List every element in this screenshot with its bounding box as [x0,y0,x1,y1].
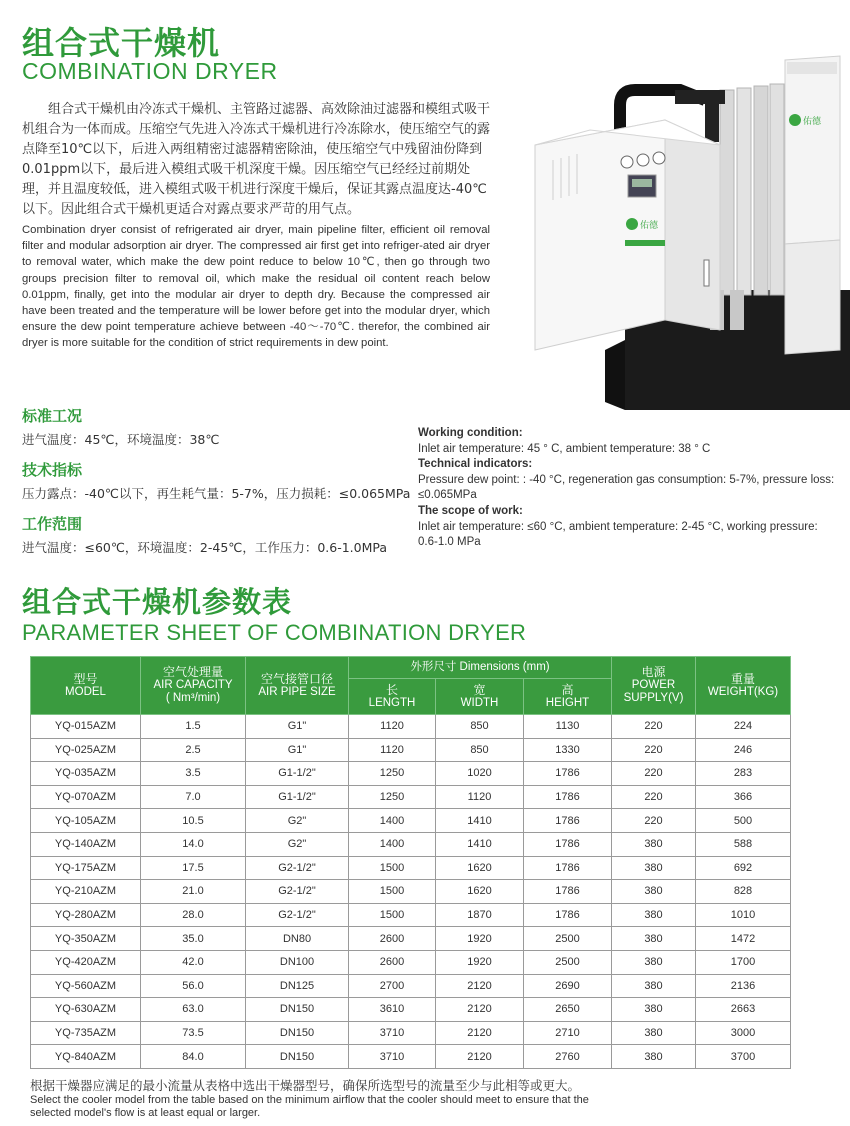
table-row [31,998,791,1022]
parameter-table [30,656,791,1069]
header-height-cn: 高 [561,682,574,697]
page-title-cn: 组合式干燥机 [22,24,221,62]
cell-pipe-size: G1" [246,738,349,762]
cell-power: 380 [612,998,696,1022]
technical-indicators-heading-cn: 技术指标 [22,461,83,479]
cell-width: 850 [436,738,524,762]
cell-height: 2760 [524,1045,612,1069]
header-power [612,657,696,715]
cell-width: 1620 [436,880,524,904]
cell-air-capacity: 56.0 [141,974,246,998]
cell-height: 1786 [524,809,612,833]
cell-pipe-size: G1-1/2" [246,785,349,809]
scope-text-en: Inlet air temperature: ≤60 °C, ambient temperature: 2-45 °C, working pressure: 0.6-1.0 MPa [418,520,818,549]
cell-height: 1786 [524,762,612,786]
cell-power: 220 [612,738,696,762]
cell-length: 1250 [349,785,436,809]
cell-model: YQ-070AZM [31,785,141,809]
cell-width: 1410 [436,809,524,833]
header-height [524,679,612,715]
cell-weight: 1472 [696,927,791,951]
footer-note-en: Select the cooler model from the table based on the minimum airflow that the cooler should meet to ensure that the selected model's flow is at least equal or larger. [30,1094,589,1119]
intro-paragraph-en: Combination dryer consist of refrigerated air dryer, main pipeline filter, efficient oil removal filter and modular adsorption air dryer. The compressed air first get into refriger-ated air dryer to removal water, which make the dew point reduce to below 10℃, then go through two groups precision filter to removal oil, which make the residual oil content reach below 0.01ppm, finally, get into the modular air dryer to depth dry. Because the compressed air have been treated and the temperature will be lower before get into the modular dryer, which ensure the dew point temperature achieve between -40～-70℃. therefor, the combined air dryer is more suitable for the condition of strict requirements in dew point. [22,224,490,350]
cell-weight: 1700 [696,950,791,974]
cell-model: YQ-210AZM [31,880,141,904]
cell-model: YQ-025AZM [31,738,141,762]
cell-power: 380 [612,950,696,974]
cell-air-capacity: 73.5 [141,1021,246,1045]
cell-weight: 224 [696,715,791,739]
cell-length: 1500 [349,856,436,880]
technical-indicators-text-en: Pressure dew point: : -40 °C, regeneration gas consumption: 5-7%, pressure loss: ≤0.065MPa [418,473,835,502]
cell-length: 2700 [349,974,436,998]
working-condition-heading-en: Working condition: [418,427,523,439]
cell-weight: 3700 [696,1045,791,1069]
header-dimensions: 外形尺寸 Dimensions (mm) [349,657,612,679]
cell-width: 2120 [436,998,524,1022]
cell-model: YQ-105AZM [31,809,141,833]
cell-pipe-size: DN150 [246,998,349,1022]
cell-length: 1120 [349,738,436,762]
conditions-en [418,426,838,551]
cell-power: 380 [612,974,696,998]
header-length-cn: 长 [385,682,398,697]
cell-weight: 2136 [696,974,791,998]
cell-length: 3610 [349,998,436,1022]
table-row [31,1045,791,1069]
cell-weight: 692 [696,856,791,880]
cell-model: YQ-840AZM [31,1045,141,1069]
cell-pipe-size: DN150 [246,1021,349,1045]
cell-height: 2690 [524,974,612,998]
cell-model: YQ-735AZM [31,1021,141,1045]
cell-air-capacity: 84.0 [141,1045,246,1069]
table-row [31,762,791,786]
cell-weight: 246 [696,738,791,762]
cell-air-capacity: 1.5 [141,715,246,739]
table-row [31,974,791,998]
header-length [349,679,436,715]
cell-weight: 2663 [696,998,791,1022]
table-row [31,903,791,927]
cell-width: 1920 [436,950,524,974]
table-row [31,738,791,762]
brand-label-top: 佑德 [803,117,822,127]
cell-pipe-size: DN100 [246,950,349,974]
cell-power: 220 [612,715,696,739]
cell-air-capacity: 63.0 [141,998,246,1022]
cell-model: YQ-350AZM [31,927,141,951]
cell-length: 1250 [349,762,436,786]
cell-height: 1786 [524,785,612,809]
cell-pipe-size: G2-1/2" [246,856,349,880]
cell-length: 1400 [349,832,436,856]
header-pipe-size-en: AIR PIPE SIZE [258,685,336,698]
parameter-sheet-title-cn: 组合式干燥机参数表 [22,585,293,619]
cell-power: 380 [612,903,696,927]
header-weight [696,657,791,715]
cell-model: YQ-175AZM [31,856,141,880]
cell-air-capacity: 10.5 [141,809,246,833]
parameter-sheet-title-en: PARAMETER SHEET OF COMBINATION DRYER [22,620,527,645]
header-length-en: LENGTH [368,696,416,709]
header-weight-cn: 重量 [730,671,755,686]
parameter-table-body [31,715,791,1069]
cell-power: 380 [612,856,696,880]
cell-length: 1120 [349,715,436,739]
table-row [31,927,791,951]
cell-model: YQ-140AZM [31,832,141,856]
cell-power: 220 [612,785,696,809]
conditions-cn [22,405,412,567]
cell-width: 1920 [436,927,524,951]
footer-note-cn: 根据干燥器应满足的最小流量从表格中选出干燥器型号，确保所选型号的流量至少与此相等或更大。 [30,1078,581,1093]
cell-model: YQ-420AZM [31,950,141,974]
cell-width: 1120 [436,785,524,809]
technical-indicators-heading-en: Technical indicators: [418,458,533,471]
header-pipe-size [246,657,349,715]
cell-air-capacity: 7.0 [141,785,246,809]
cell-power: 220 [612,762,696,786]
cell-model: YQ-630AZM [31,998,141,1022]
cell-pipe-size: G2" [246,809,349,833]
header-width-en: WIDTH [460,696,499,709]
cell-power: 220 [612,809,696,833]
intro-paragraph-cn: 组合式干燥机由冷冻式干燥机、主管路过滤器、高效除油过滤器和模组式吸干机组合为一体而成。压缩空气先进入冷冻式干燥机进行冷冻除水，使压缩空气的露点降至10℃以下，后进入两组精密过滤器精密除油，使压缩空气中残留油份降到0.01ppm以下，最后进入模组式吸干机深度干燥。因压缩空气已经经过前期处理，并且温度较低，进入模组式吸干机进行深度干燥后，保证其露点温度达-40℃以下。因此组合式干燥机更适合对露点要求严苛的用气点。 [22,102,491,217]
cell-power: 380 [612,1021,696,1045]
cell-length: 1500 [349,903,436,927]
header-model-cn: 型号 [73,671,98,686]
header-pipe-size-cn: 空气接管口径 [260,671,333,686]
table-row [31,880,791,904]
header-air-capacity-cn: 空气处理量 [162,665,223,679]
cell-height: 1786 [524,903,612,927]
cell-weight: 828 [696,880,791,904]
cell-pipe-size: G2" [246,832,349,856]
cell-height: 2710 [524,1021,612,1045]
table-row [31,832,791,856]
cell-width: 2120 [436,974,524,998]
cell-width: 1620 [436,856,524,880]
cell-height: 2500 [524,927,612,951]
working-condition-text-cn: 进气温度：45℃，环境温度：38℃ [22,432,220,447]
cell-pipe-size: G2-1/2" [246,903,349,927]
cell-pipe-size: DN150 [246,1045,349,1069]
header-width [436,679,524,715]
header-power-en1: POWER [631,679,676,691]
cell-weight: 366 [696,785,791,809]
table-row [31,809,791,833]
cell-pipe-size: G1" [246,715,349,739]
cell-width: 850 [436,715,524,739]
working-condition-text-en: Inlet air temperature: 45 ° C, ambient temperature: 38 ° C [418,442,711,455]
cell-weight: 3000 [696,1021,791,1045]
cell-power: 380 [612,880,696,904]
cell-length: 1400 [349,809,436,833]
cell-weight: 500 [696,809,791,833]
technical-indicators-text-cn: 压力露点：-40℃以下，再生耗气量：5-7%，压力损耗：≤0.065MPa [22,486,411,501]
cell-width: 1870 [436,903,524,927]
cell-length: 3710 [349,1045,436,1069]
cell-weight: 283 [696,762,791,786]
cell-air-capacity: 35.0 [141,927,246,951]
scope-text-cn: 进气温度：≤60℃，环境温度：2-45℃，工作压力：0.6-1.0MPa [22,540,388,555]
cell-height: 1330 [524,738,612,762]
cell-height: 1786 [524,832,612,856]
table-row [31,715,791,739]
cell-power: 380 [612,832,696,856]
cell-power: 380 [612,1045,696,1069]
cell-width: 2120 [436,1021,524,1045]
header-power-en2: SUPPLY(V) [623,692,684,704]
table-row [31,950,791,974]
table-row [31,856,791,880]
header-power-cn: 电源 [641,665,666,679]
cell-air-capacity: 17.5 [141,856,246,880]
cell-weight: 1010 [696,903,791,927]
cell-height: 1130 [524,715,612,739]
cell-air-capacity: 2.5 [141,738,246,762]
cell-pipe-size: G2-1/2" [246,880,349,904]
cell-pipe-size: DN125 [246,974,349,998]
cell-model: YQ-035AZM [31,762,141,786]
scope-heading-cn: 工作范围 [22,515,83,533]
cell-air-capacity: 21.0 [141,880,246,904]
header-air-capacity-en: AIR CAPACITY [153,679,233,691]
cell-air-capacity: 42.0 [141,950,246,974]
header-air-capacity-unit: ( Nm³/min) [165,692,221,704]
cell-length: 1500 [349,880,436,904]
header-model [31,657,141,715]
scope-heading-en: The scope of work: [418,504,523,517]
cell-air-capacity: 3.5 [141,762,246,786]
header-width-cn: 宽 [473,682,486,697]
header-air-capacity [141,657,246,715]
cell-air-capacity: 14.0 [141,832,246,856]
cell-pipe-size: G1-1/2" [246,762,349,786]
cell-model: YQ-015AZM [31,715,141,739]
cell-length: 2600 [349,950,436,974]
cell-weight: 588 [696,832,791,856]
cell-height: 2500 [524,950,612,974]
page-title-en: COMBINATION DRYER [22,58,278,84]
working-condition-heading-cn: 标准工况 [22,407,83,425]
cell-height: 1786 [524,880,612,904]
cell-width: 1020 [436,762,524,786]
brand-label-front: 佑德 [640,221,659,231]
cell-length: 3710 [349,1021,436,1045]
cell-width: 2120 [436,1045,524,1069]
table-row [31,1021,791,1045]
cell-model: YQ-560AZM [31,974,141,998]
cell-height: 1786 [524,856,612,880]
cell-air-capacity: 28.0 [141,903,246,927]
cell-model: YQ-280AZM [31,903,141,927]
header-model-en: MODEL [65,685,106,698]
cell-power: 380 [612,927,696,951]
cell-height: 2650 [524,998,612,1022]
cell-width: 1410 [436,832,524,856]
header-height-en: HEIGHT [545,696,590,709]
cell-length: 2600 [349,927,436,951]
cell-pipe-size: DN80 [246,927,349,951]
combination-dryer-illustration [505,50,850,410]
table-row [31,785,791,809]
header-weight-en: WEIGHT(KG) [707,685,779,698]
